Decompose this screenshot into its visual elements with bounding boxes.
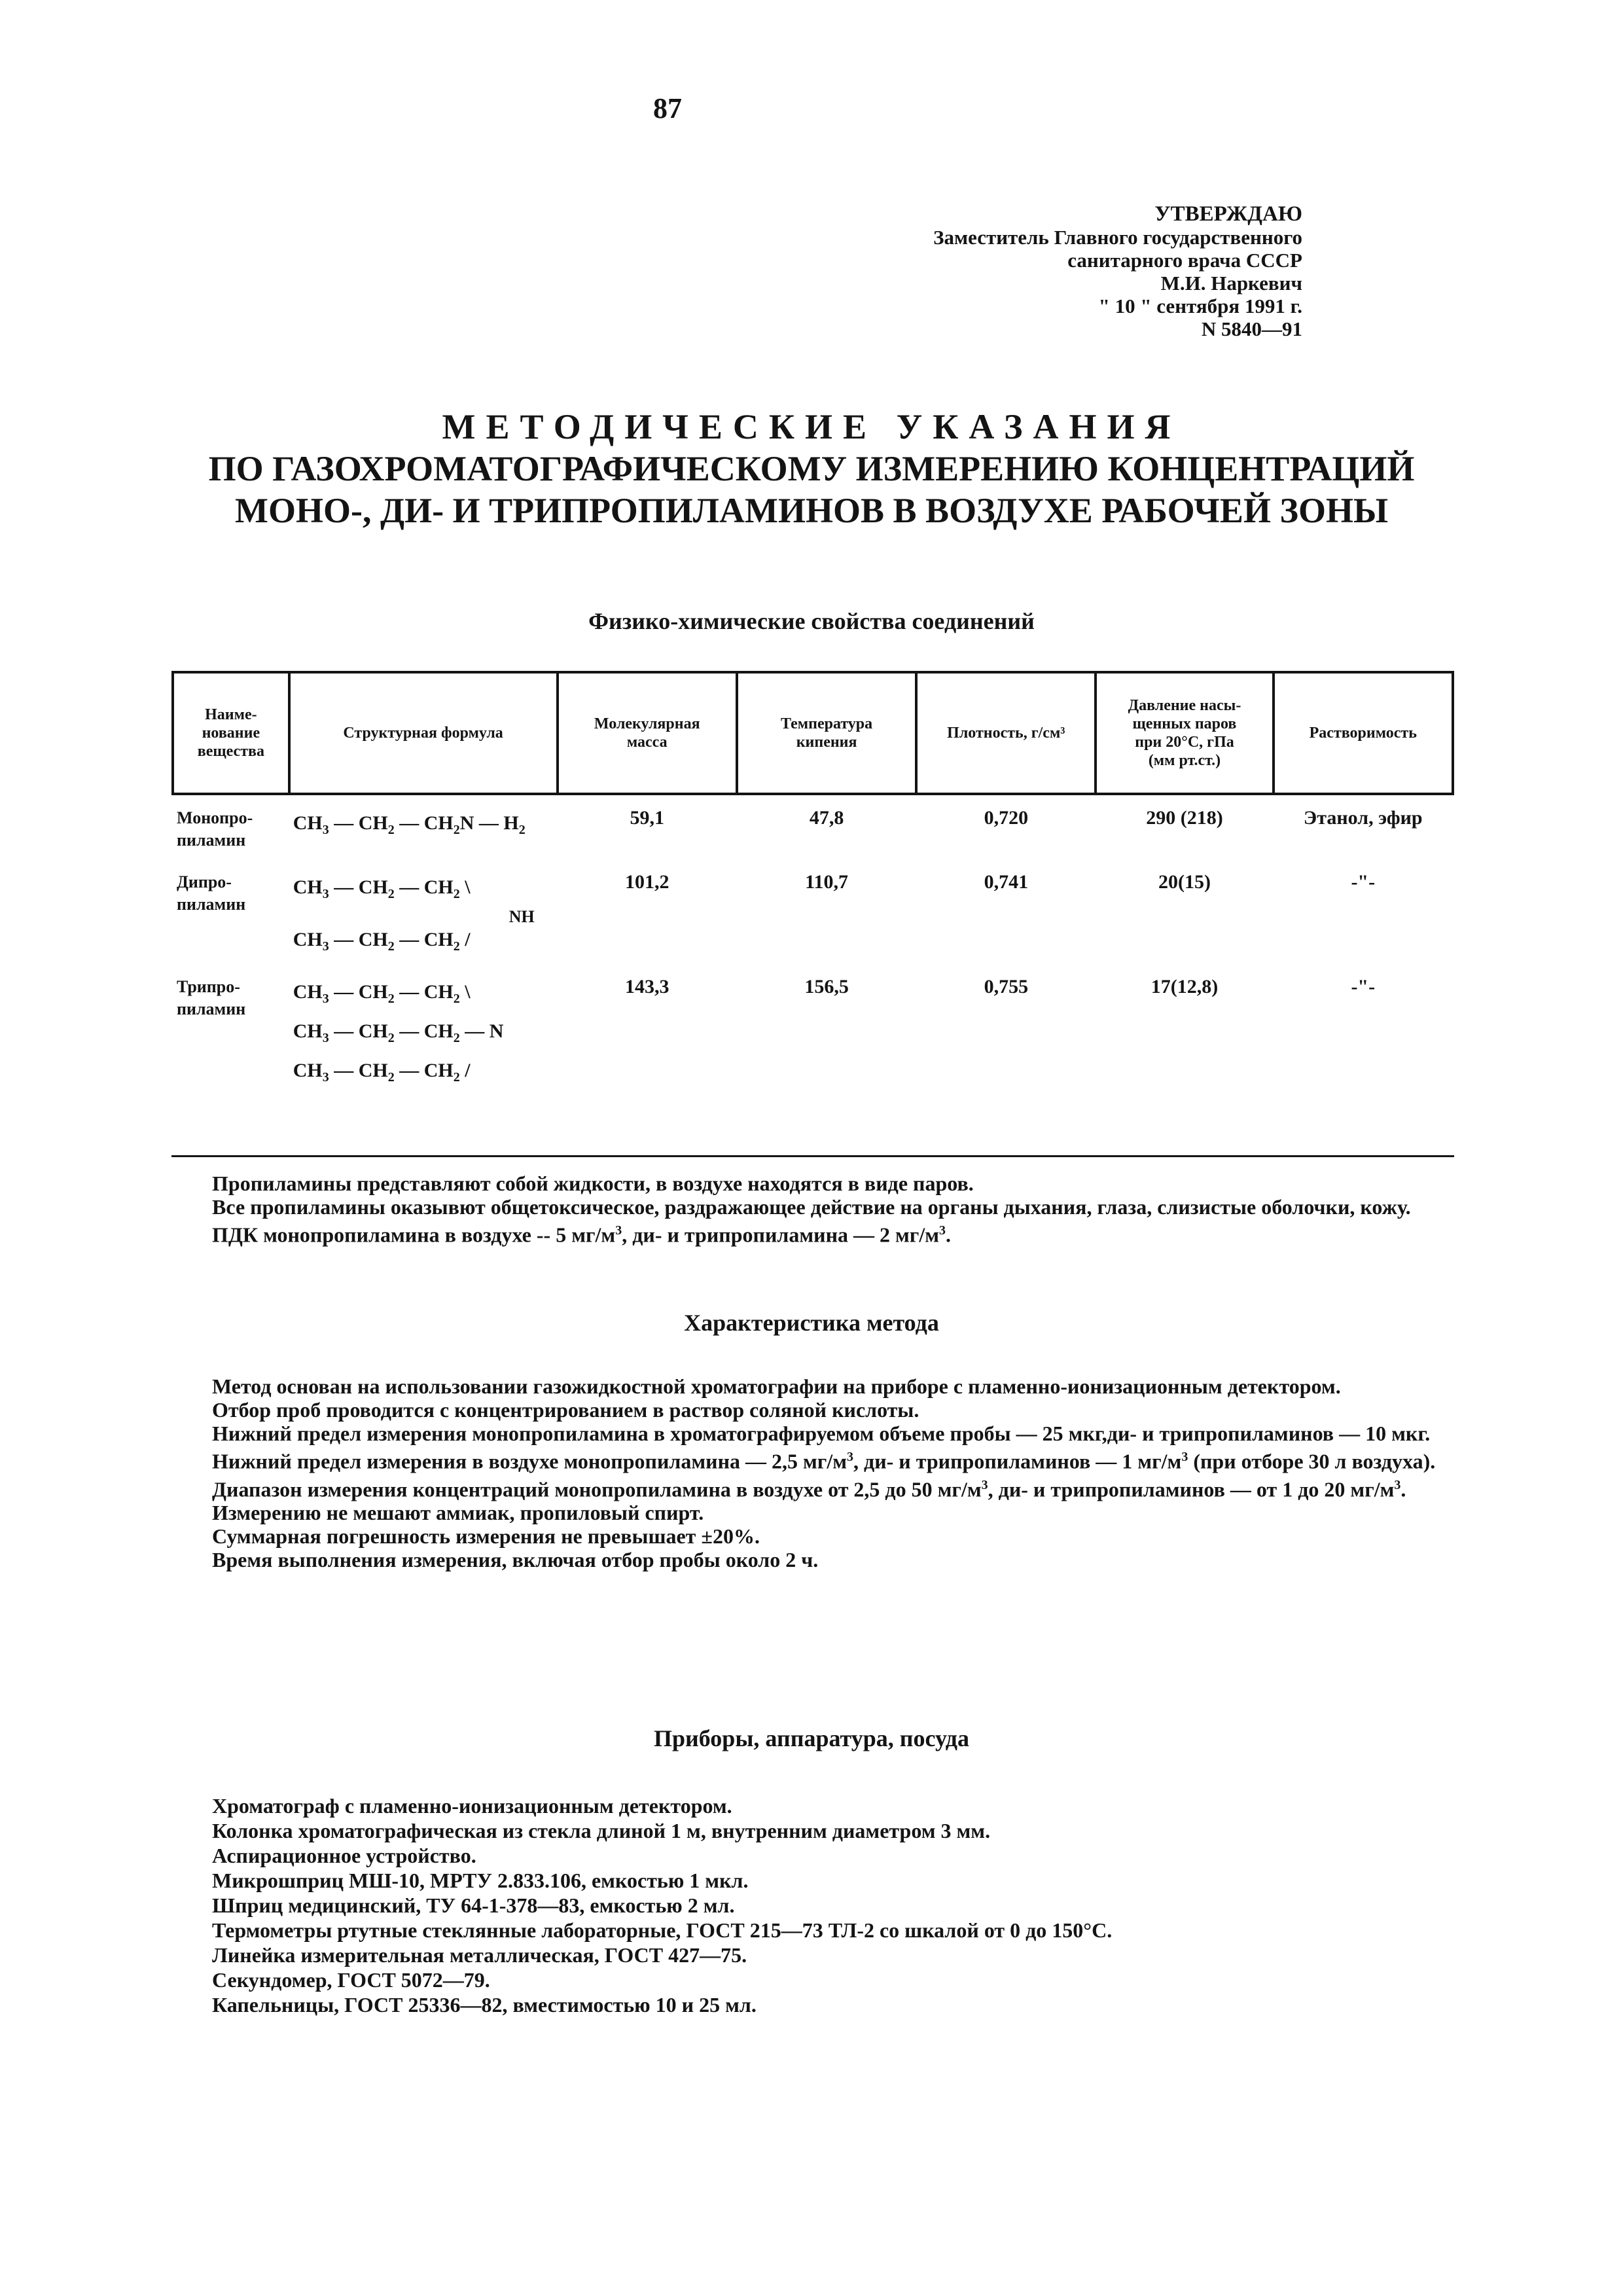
- table-row: [173, 794, 1453, 859]
- approval-line2: санитарного врача СССР: [1067, 249, 1302, 272]
- properties-table: [171, 671, 1454, 1108]
- approval-stamp: [851, 203, 1302, 340]
- row-mass: 101,2: [624, 871, 669, 893]
- method-heading: Характеристика метода: [684, 1310, 939, 1336]
- method-paragraph: Суммарная погрешность измерения не превышает ±20%.: [212, 1524, 760, 1549]
- row-mass: 143,3: [624, 976, 669, 997]
- equipment-item: Шприц медицинский, ТУ 64-1-378—83, емкостью 2 мл.: [212, 1893, 735, 1917]
- row-solubility: -"-: [1351, 871, 1376, 893]
- header-pressure: Давление насы- щенных паров при 20°С, гПа (мм рт.ст.): [1096, 672, 1273, 794]
- method-paragraph: Отбор проб проводится с концентрированием в раствор соляной кислоты.: [212, 1398, 919, 1422]
- row-name: Трипро- пиламин: [177, 977, 246, 1018]
- header-solubility: Растворимость: [1274, 672, 1453, 794]
- row-pressure: 17(12,8): [1150, 976, 1219, 997]
- header-density: Плотность, г/см³: [916, 672, 1096, 794]
- header-mass: Молекулярная масса: [558, 672, 737, 794]
- intro-text: [171, 1172, 1454, 1247]
- equipment-item: Термометры ртутные стеклянные лабораторные, ГОСТ 215—73 ТЛ-2 со шкалой от 0 до 150°С.: [212, 1918, 1113, 1942]
- row-boiling: 156,5: [804, 976, 849, 997]
- approval-name: М.И. Наркевич: [1160, 272, 1302, 295]
- row-solubility: Этанол, эфир: [1303, 807, 1423, 829]
- method-paragraph: Диапазон измерения концентраций монопропиламина в воздухе от 2,5 до 50 $мг/м^3$, ди- и трипропиламинов — от 1 до 20 $мг/м^3$.: [212, 1477, 1406, 1501]
- row-pressure: 290 (218): [1146, 807, 1223, 829]
- page-number: 87: [653, 92, 682, 124]
- structural-formula: $CH_3$ — $CH_2$ — $CH_2$ \ NH $CH_3$ — $CH_2$ — $CH_2$ /: [293, 876, 535, 954]
- row-boiling: 47,8: [809, 807, 844, 829]
- table-row: [173, 964, 1453, 1108]
- approval-date: " 10 " сентября 1991 г.: [1098, 295, 1302, 317]
- row-density: 0,741: [984, 871, 1029, 893]
- properties-heading: Физико-химические свойства соединений: [588, 608, 1035, 634]
- equipment-item: Аспирационное устройство.: [212, 1844, 476, 1867]
- row-name: Монопро- пиламин: [177, 808, 253, 850]
- row-boiling: 110,7: [805, 871, 849, 893]
- method-paragraph: Нижний предел измерения монопропиламина в хроматографируемом объеме пробы — 25 мкг,ди- и трипропиламинов — 10 мкг.: [212, 1422, 1431, 1445]
- method-paragraph: Нижний предел измерения в воздухе монопропиламина — 2,5 $мг/м^3$, ди- и трипропиламинов — 1 $мг/м^3$ (при отборе 30 л воздуха).: [212, 1449, 1436, 1473]
- title-line-2: ПО ГАЗОХРОМАТОГРАФИЧЕСКОМУ ИЗМЕРЕНИЮ КОНЦЕНТРАЦИЙ: [208, 449, 1415, 488]
- structural-formula: $CH_3$ — $CH_2$ — $CH_2$ \ $CH_3$ — $CH_2$ — $CH_2$ — N $CH_3$ — $CH_2$ — $CH_2$ /: [293, 981, 504, 1085]
- equipment-item: Хроматограф с пламенно-ионизационным детектором.: [212, 1794, 732, 1818]
- table-row: [173, 859, 1453, 964]
- equipment-item: Микрошприц МШ-10, МРТУ 2.833.106, емкостью 1 мкл.: [212, 1869, 749, 1892]
- row-pressure: 20(15): [1158, 871, 1211, 893]
- method-paragraph: Измерению не мешают аммиак, пропиловый спирт.: [212, 1501, 704, 1525]
- method-text: [171, 1374, 1454, 1571]
- title-line-1: МЕТОДИЧЕСКИЕ УКАЗАНИЯ: [442, 407, 1181, 446]
- method-paragraph: Метод основан на использовании газожидкостной хроматографии на приборе с пламенно-ионизационным детектором.: [212, 1374, 1341, 1398]
- document-title: [170, 406, 1453, 531]
- row-solubility: -"-: [1351, 976, 1376, 997]
- structural-formula: $CH_3$ — $CH_2$ — $CH_2N$ — $H_2$: [293, 812, 526, 837]
- header-name: Наиме- нование вещества: [173, 672, 289, 794]
- row-density: 0,720: [984, 807, 1029, 829]
- row-name: Дипро- пиламин: [177, 872, 246, 914]
- approval-number: N 5840—91: [1201, 317, 1302, 340]
- approval-heading: УТВЕРЖДАЮ: [1154, 202, 1302, 226]
- approval-line1: Заместитель Главного государственного: [933, 226, 1302, 249]
- header-boiling: Температура кипения: [737, 672, 916, 794]
- equipment-item: Секундомер, ГОСТ 5072—79.: [212, 1968, 490, 1992]
- equipment-item: Капельницы, ГОСТ 25336—82, вместимостью 10 и 25 мл.: [212, 1993, 757, 2017]
- row-mass: 59,1: [630, 807, 664, 829]
- title-line-3: МОНО-, ДИ- И ТРИПРОПИЛАМИНОВ В ВОЗДУХЕ РАБОЧЕЙ ЗОНЫ: [235, 491, 1388, 530]
- equipment-list: [171, 1793, 1454, 2017]
- pdk-paragraph: ПДК монопропиламина в воздухе -- 5 $мг/м^3$, ди- и трипропиламина — 2 $мг/м^3$.: [212, 1223, 952, 1247]
- method-paragraph: Время выполнения измерения, включая отбор пробы около 2 ч.: [212, 1548, 819, 1572]
- equipment-item: Колонка хроматографическая из стекла длиной 1 м, внутренним диаметром 3 мм.: [212, 1819, 991, 1842]
- equipment-item: Линейка измерительная металлическая, ГОСТ 427—75.: [212, 1943, 747, 1967]
- header-formula: Структурная формула: [289, 672, 558, 794]
- intro-paragraph: Все пропиламины оказывют общетоксическое, раздражающее действие на органы дыхания, глаза, слизистые оболочки, кожу.: [212, 1195, 1411, 1219]
- row-density: 0,755: [984, 976, 1029, 997]
- table-bottom-rule: [171, 1155, 1454, 1157]
- table-header-row: [173, 672, 1453, 794]
- equipment-heading: Приборы, аппаратура, посуда: [654, 1725, 969, 1751]
- intro-paragraph: Пропиламины представляют собой жидкости, в воздухе находятся в виде паров.: [212, 1172, 974, 1195]
